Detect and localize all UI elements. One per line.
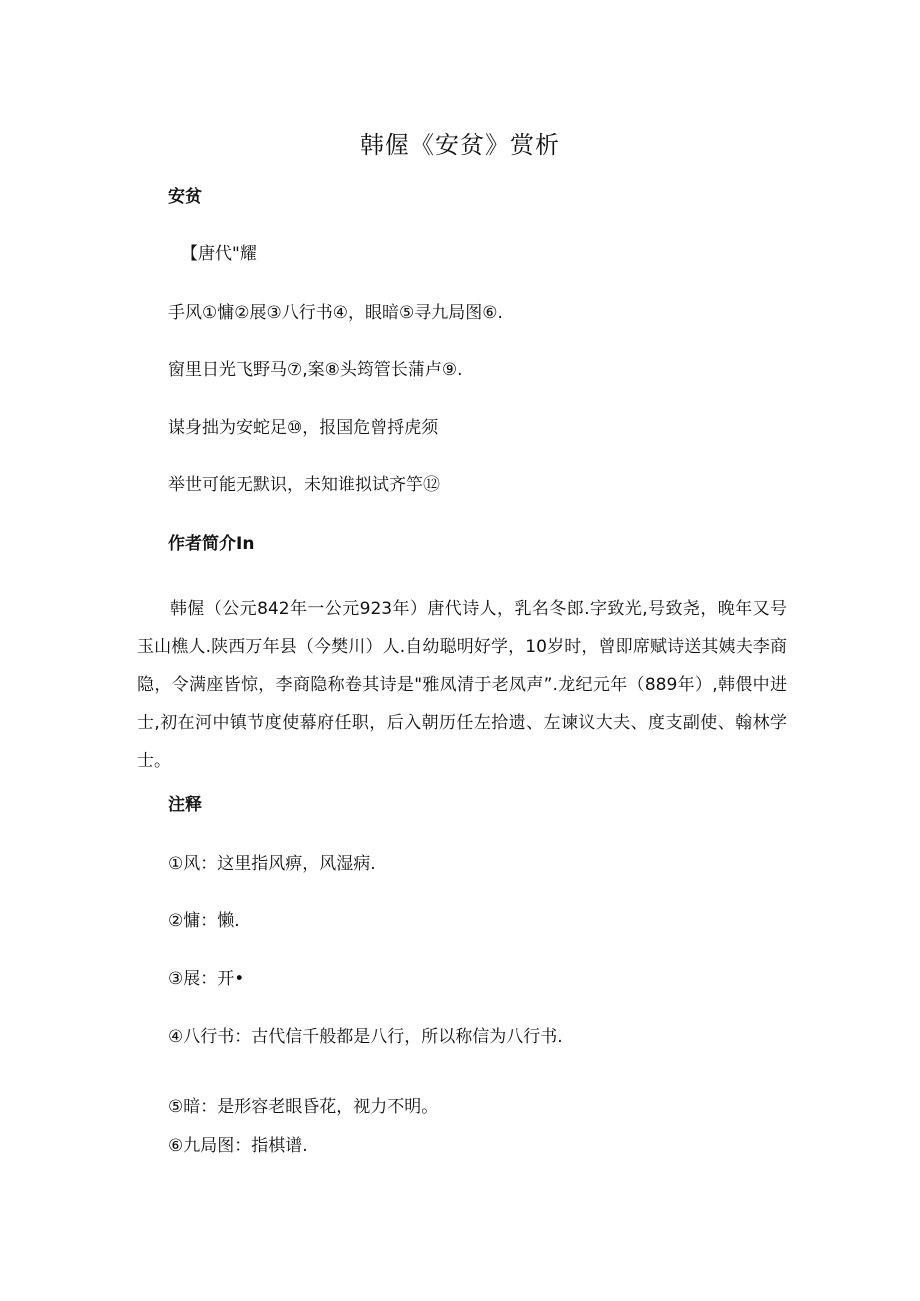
poem-line: 手风①慵②展③八行书④，眼暗⑤寻九局图⑥.	[168, 303, 503, 323]
document-title: 韩偓《安贫》赏析	[360, 131, 560, 159]
notes-heading: 注释	[168, 795, 202, 815]
note-item: ⑥九局图：指棋谱.	[168, 1136, 308, 1156]
note-item: ②慵：懒.	[168, 911, 240, 931]
poem-line: 窗里日光飞野马⑦,案⑧头筠管长蒲卢⑨.	[168, 360, 463, 380]
author-heading: 作者简介In	[168, 534, 255, 554]
note-item: ①风：这里指风痹，风湿病.	[168, 854, 376, 874]
poem-dynasty-line: 【唐代"耀	[181, 244, 257, 264]
poem-line: 举世可能无默识，未知谁拟试齐竽⑫	[168, 475, 440, 495]
poem-line: 谋身拙为安蛇足⑩，报国危曾捋虎须	[168, 418, 439, 438]
poem-heading: 安贫	[168, 187, 202, 207]
note-item: ③展：开•	[168, 969, 245, 989]
note-item: ④八行书：古代信千般都是八行，所以称信为八行书.	[168, 1027, 563, 1047]
note-item: ⑤暗：是形容老眼昏花，视力不明。	[168, 1097, 439, 1117]
author-bio-paragraph: 韩偓（公元842年一公元923年）唐代诗人，乳名冬郎.字致光,号致尧，晚年又号玉山樵人.陕西万年县（今樊川）人.自幼聪明好学，10岁时，曾即席赋诗送其姨夫李商隐，令满座皆惊，李商隐称卷其诗是"雅凤清于老凤声”.龙纪元年（889年）,韩偎中进士,初在河中镇节度使幕府任职，后入朝历任左拾遗、左谏议大夫、度支副使、翰林学士。	[137, 599, 787, 771]
